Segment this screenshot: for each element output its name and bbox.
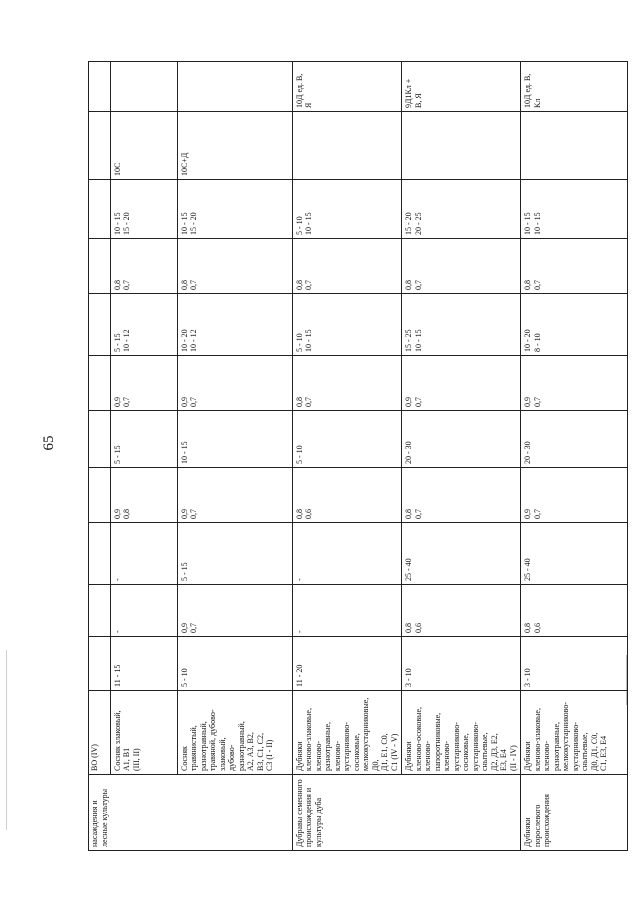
value-cell-c11: 10Д ед. В, Я <box>292 62 402 112</box>
forest-type-cell: Дубняки кленово-злаковые, кленово- разнотравные, мелкокустарниково- кустарниково- снытьевые, Д0, Д1, С0, С1, Е3, Е4 <box>521 691 628 775</box>
value-cell-c9: 15 - 20 20 - 25 <box>402 180 521 239</box>
value-cell-c2: 0,8 0,6 <box>521 585 628 637</box>
value-cell-c9: 10 - 15 15 - 20 <box>110 180 177 239</box>
value-cell-c2 <box>89 585 111 637</box>
group-cell <box>402 775 521 851</box>
value-cell-c10 <box>89 112 111 180</box>
value-cell-c11: 10Д ед. В, Кл <box>521 62 628 112</box>
value-cell-c9: 5 - 10 10 - 15 <box>292 180 402 239</box>
page-number: 65 <box>40 435 57 451</box>
value-cell-c10: 10С+Д <box>177 112 292 180</box>
forest-type-cell: ВО (IV) <box>89 691 111 775</box>
value-cell-c7 <box>89 294 111 356</box>
table-row <box>89 62 111 851</box>
forest-type-cell: Дубняки кленово-злаковые, кленово- разнотравные, кленово- кустарниково- соснковые, мелкокустарниковые, Д0, Д1, Е1, С0, С1 (IV - V) <box>292 691 402 775</box>
value-cell-c8: 0,8 0,7 <box>402 239 521 294</box>
value-cell-c7: 5 - 10 10 - 15 <box>292 294 402 356</box>
value-cell-c6: 0,9 0,7 <box>177 356 292 411</box>
value-cell-c5: 5 - 10 <box>292 411 402 468</box>
value-cell-c8: 0,8 0,7 <box>177 239 292 294</box>
forest-type-cell: Дубняки кленово-осоковые, кленово- папоротниковые, кленово- кустарниково- соснковые, кустарниково- снытьевые, Д2, Д3, Е2, Е3, Е4 (II - IV) <box>402 691 521 775</box>
value-cell-c3: - <box>110 523 177 585</box>
value-cell-c4: 0,9 0,7 <box>177 468 292 523</box>
value-cell-c4: 0,8 0,6 <box>292 468 402 523</box>
group-cell <box>110 775 177 851</box>
scan-edge-left <box>6 650 7 830</box>
value-cell-c6: 0,9 0,7 <box>521 356 628 411</box>
value-cell-c5 <box>89 411 111 468</box>
value-cell-c1 <box>89 637 111 691</box>
value-cell-c7: 10 - 20 10 - 12 <box>177 294 292 356</box>
value-cell-c3 <box>89 523 111 585</box>
rotated-table-frame <box>88 62 608 851</box>
value-cell-c9 <box>89 180 111 239</box>
value-cell-c10 <box>292 112 402 180</box>
value-cell-c6: 0,8 0,7 <box>292 356 402 411</box>
table-rotated-landscape <box>88 62 608 851</box>
value-cell-c6: 0,9 0,7 <box>110 356 177 411</box>
value-cell-c5: 10 - 15 <box>177 411 292 468</box>
value-cell-c5: 20 - 30 <box>521 411 628 468</box>
table-row <box>402 62 521 851</box>
value-cell-c3: - <box>292 523 402 585</box>
value-cell-c7: 5 - 15 10 - 12 <box>110 294 177 356</box>
value-cell-c3: 25 - 40 <box>402 523 521 585</box>
value-cell-c10 <box>521 112 628 180</box>
value-cell-c4: 0,9 0,8 <box>110 468 177 523</box>
forest-stand-table <box>88 61 628 851</box>
value-cell-c4: 0,8 0,7 <box>402 468 521 523</box>
value-cell-c3: 25 - 40 <box>521 523 628 585</box>
value-cell-c2: - <box>110 585 177 637</box>
group-cell <box>177 775 292 851</box>
value-cell-c11: 9Д1Кл + В, Я <box>402 62 521 112</box>
table-row <box>521 62 628 851</box>
value-cell-c5: 20 - 30 <box>402 411 521 468</box>
value-cell-c1: 3 - 10 <box>521 637 628 691</box>
table-row <box>177 62 292 851</box>
value-cell-c2: 0,9 0,7 <box>177 585 292 637</box>
value-cell-c6: 0,9 0,7 <box>402 356 521 411</box>
value-cell-c3: 5 - 15 <box>177 523 292 585</box>
value-cell-c8 <box>89 239 111 294</box>
group-cell: Дубняки порослевого происхождения <box>521 775 628 851</box>
value-cell-c6 <box>89 356 111 411</box>
value-cell-c1: 11 - 15 <box>110 637 177 691</box>
group-cell: насаждения и лесные культуры <box>89 775 111 851</box>
value-cell-c2: - <box>292 585 402 637</box>
value-cell-c4: 0,9 0,7 <box>521 468 628 523</box>
table-row <box>110 62 177 851</box>
value-cell-c8: 0,8 0,7 <box>292 239 402 294</box>
value-cell-c2: 0,8 0,6 <box>402 585 521 637</box>
value-cell-c4 <box>89 468 111 523</box>
value-cell-c10 <box>402 112 521 180</box>
value-cell-c11 <box>89 62 111 112</box>
value-cell-c7: 10 - 20 8 - 10 <box>521 294 628 356</box>
table-row <box>292 62 402 851</box>
value-cell-c8: 0,8 0,7 <box>110 239 177 294</box>
forest-type-cell: Сосняк травянистый, разнотравный, травяной, дубово- злаковый, дубово- разнотравный, А2, А3, В2, В3, С1, С2, С3 (I - II) <box>177 691 292 775</box>
group-cell: Дубравы семенного происхождения и культуры дуба <box>292 775 402 851</box>
value-cell-c10: 10С <box>110 112 177 180</box>
value-cell-c11 <box>177 62 292 112</box>
value-cell-c9: 10 - 15 10 - 15 <box>521 180 628 239</box>
value-cell-c11 <box>110 62 177 112</box>
value-cell-c5: 5 - 15 <box>110 411 177 468</box>
value-cell-c7: 15 - 25 10 - 15 <box>402 294 521 356</box>
forest-type-cell: Сосняк злаковый, А1, В1 (III, II) <box>110 691 177 775</box>
value-cell-c1: 11 - 20 <box>292 637 402 691</box>
value-cell-c9: 10 - 15 15 - 20 <box>177 180 292 239</box>
value-cell-c1: 3 - 10 <box>402 637 521 691</box>
value-cell-c8: 0,8 0,7 <box>521 239 628 294</box>
value-cell-c1: 5 - 10 <box>177 637 292 691</box>
